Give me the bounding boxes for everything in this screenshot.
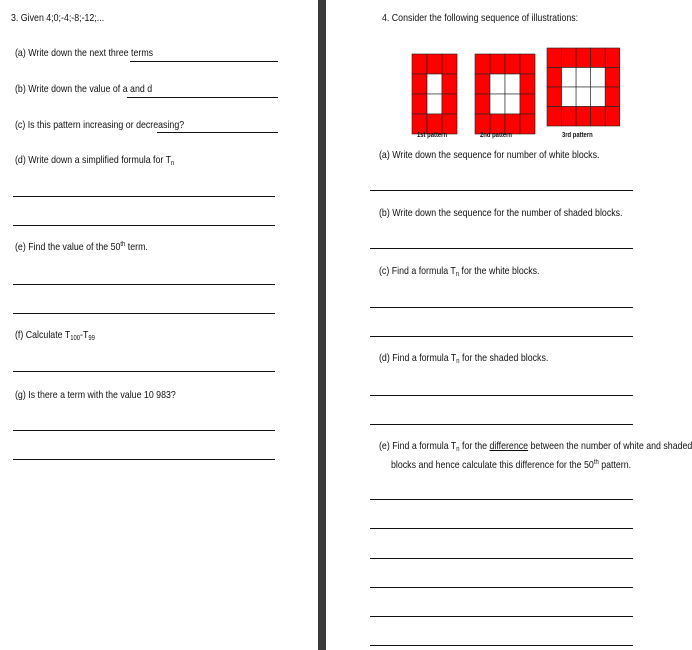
white-block	[591, 87, 606, 107]
shaded-block	[412, 54, 427, 74]
shaded-block	[475, 114, 490, 134]
q3a-label: (a) Write down the next three terms	[15, 47, 154, 59]
q3g-answer-line-1[interactable]	[13, 430, 275, 431]
q3e-label: (e) Find the value of the 50th term.	[15, 241, 148, 253]
q3b-answer-line[interactable]	[127, 97, 278, 98]
shaded-block	[490, 114, 505, 134]
q4a-answer-line[interactable]	[370, 190, 633, 191]
white-block	[576, 68, 591, 88]
shaded-block	[442, 54, 457, 74]
white-block	[562, 87, 577, 107]
q3c-answer-line[interactable]	[157, 132, 278, 133]
q4e-label-line2: blocks and hence calculate this difference for the 50th pattern.	[391, 459, 632, 471]
shaded-block	[442, 114, 457, 134]
q4e-answer-line-6[interactable]	[370, 645, 633, 646]
white-block	[490, 94, 505, 114]
white-block	[576, 87, 591, 107]
shaded-block	[475, 94, 490, 114]
shaded-block	[547, 48, 562, 68]
pattern-3	[547, 48, 620, 126]
pattern-1	[412, 54, 457, 134]
q4e-answer-line-5[interactable]	[370, 616, 633, 617]
q3c-label: (c) Is this pattern increasing or decreasing?	[15, 119, 185, 131]
q3f-answer-line[interactable]	[13, 371, 275, 372]
shaded-block	[520, 114, 535, 134]
q4d-label: (d) Find a formula $T_n$ for the shaded blocks.	[379, 352, 549, 365]
q3b-label: (b) Write down the value of a and d	[15, 83, 153, 95]
shaded-block	[520, 54, 535, 74]
q3g-label: (g) Is there a term with the value 10 983?	[15, 389, 176, 401]
pattern-2	[475, 54, 535, 134]
pattern-2-label: 2nd pattern	[480, 132, 513, 139]
shaded-block	[605, 68, 620, 88]
q4e-answer-line-1[interactable]	[370, 499, 633, 500]
shaded-block	[591, 48, 606, 68]
q4b-answer-line[interactable]	[370, 248, 633, 249]
pattern-3-label: 3rd pattern	[562, 132, 593, 139]
q4d-answer-line-2[interactable]	[370, 424, 633, 425]
shaded-block	[442, 74, 457, 94]
shaded-block	[427, 54, 442, 74]
shaded-block	[605, 107, 620, 127]
shaded-block	[547, 107, 562, 127]
q3a-answer-line[interactable]	[130, 61, 278, 62]
page-divider	[318, 0, 326, 650]
right-page	[326, 0, 692, 650]
shaded-block	[562, 48, 577, 68]
shaded-block	[475, 54, 490, 74]
shaded-block	[562, 107, 577, 127]
q4c-answer-line-1[interactable]	[370, 307, 633, 308]
q4-title: 4. Consider the following sequence of illustrations:	[382, 12, 579, 24]
white-block	[591, 68, 606, 88]
white-block	[505, 74, 520, 94]
white-block	[427, 94, 442, 114]
block-patterns-illustration	[410, 46, 620, 144]
shaded-block	[412, 74, 427, 94]
shaded-block	[576, 48, 591, 68]
q3d-answer-line-1[interactable]	[13, 196, 275, 197]
q3e-answer-line-1[interactable]	[13, 284, 275, 285]
q3-title: 3. Given 4;0;-4;-8;-12;...	[11, 12, 105, 24]
q3d-label: (d) Write down a simplified formula for $T_n$	[15, 154, 175, 167]
q3f-label: (f) Calculate $T_{100}-T_{99}$	[15, 329, 95, 342]
white-block	[562, 68, 577, 88]
q3d-answer-line-2[interactable]	[13, 225, 275, 226]
shaded-block	[605, 48, 620, 68]
q3e-answer-line-2[interactable]	[13, 313, 275, 314]
q4e-answer-line-4[interactable]	[370, 587, 633, 588]
q4c-label: (c) Find a formula $T_n$ for the white blocks.	[379, 265, 540, 278]
pattern-1-label: 1st pattern	[417, 132, 448, 139]
white-block	[490, 74, 505, 94]
shaded-block	[605, 87, 620, 107]
white-block	[427, 74, 442, 94]
shaded-block	[547, 87, 562, 107]
q4c-answer-line-2[interactable]	[370, 336, 633, 337]
shaded-block	[547, 68, 562, 88]
shaded-block	[505, 54, 520, 74]
q4a-label: (a) Write down the sequence for number of white blocks.	[379, 149, 600, 161]
shaded-block	[591, 107, 606, 127]
white-block	[505, 94, 520, 114]
q4b-label: (b) Write down the sequence for the number of shaded blocks.	[379, 207, 623, 219]
q4e-answer-line-2[interactable]	[370, 528, 633, 529]
q4e-answer-line-3[interactable]	[370, 558, 633, 559]
shaded-block	[412, 94, 427, 114]
left-page	[0, 0, 318, 650]
q3g-answer-line-2[interactable]	[13, 459, 275, 460]
shaded-block	[442, 94, 457, 114]
shaded-block	[490, 54, 505, 74]
shaded-block	[520, 74, 535, 94]
shaded-block	[520, 94, 535, 114]
q4d-answer-line-1[interactable]	[370, 395, 633, 396]
shaded-block	[475, 74, 490, 94]
shaded-block	[505, 114, 520, 134]
q4e-label-line1: (e) Find a formula $T_n$ for the difference between the number of white and shaded	[379, 440, 692, 453]
shaded-block	[427, 114, 442, 134]
shaded-block	[576, 107, 591, 127]
shaded-block	[412, 114, 427, 134]
